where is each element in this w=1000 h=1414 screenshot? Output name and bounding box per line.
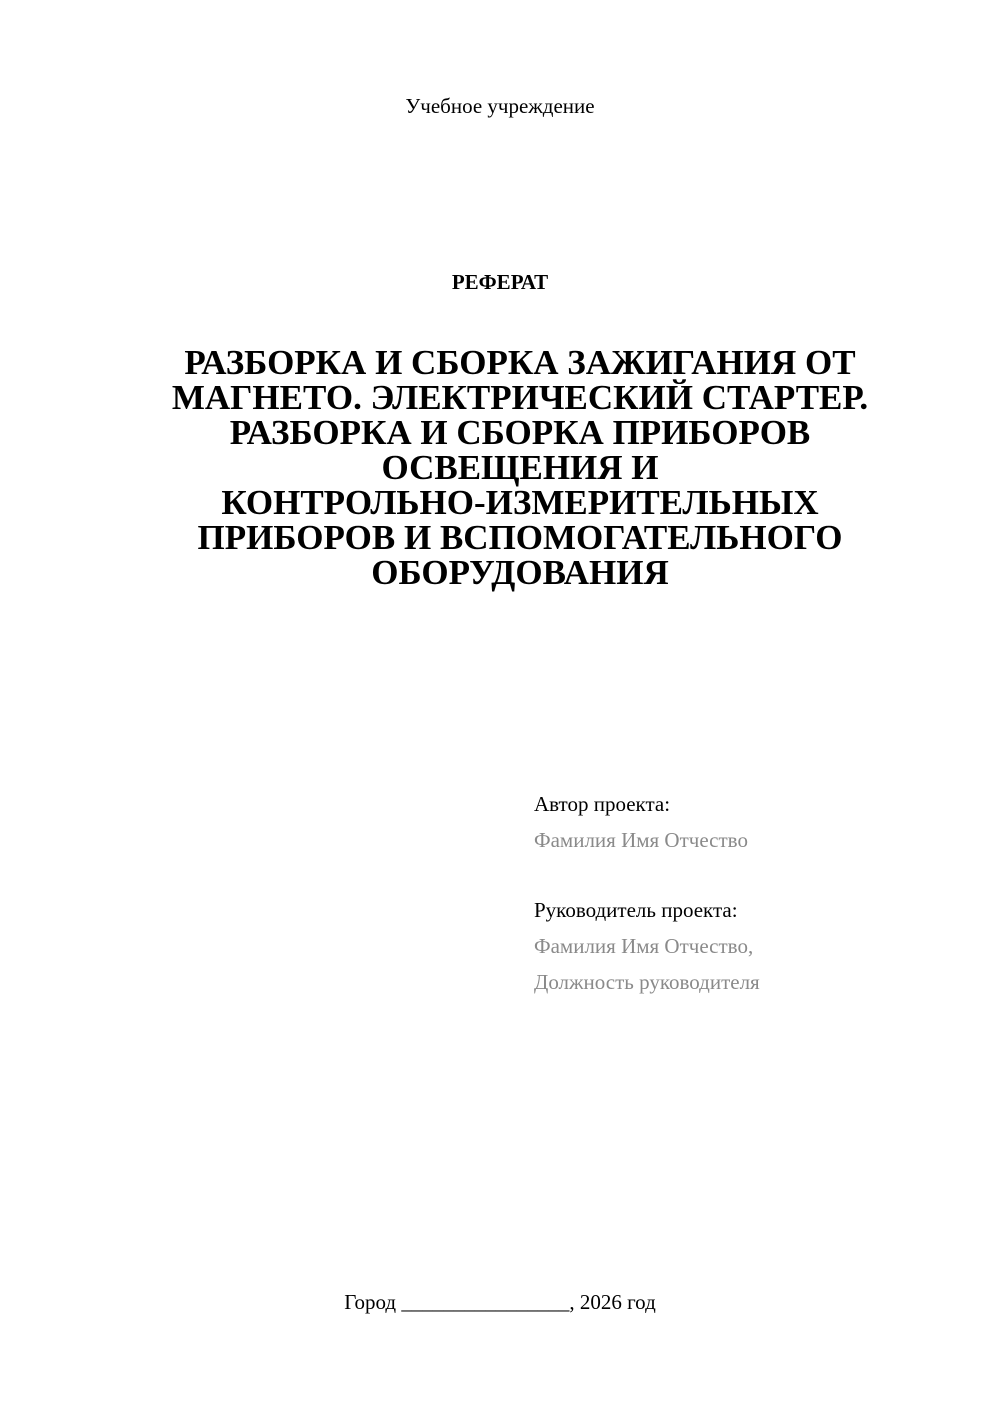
supervisor-label: Руководитель проекта:: [534, 898, 738, 922]
institution-name: Учебное учреждение: [405, 94, 595, 118]
city-blank: ________________: [401, 1290, 570, 1314]
title-line: РАЗБОРКА И СБОРКА ПРИБОРОВ: [229, 413, 811, 452]
footer-city-year: [0, 1288, 1000, 1316]
title-line: ПРИБОРОВ И ВСПОМОГАТЕЛЬНОГО: [197, 518, 843, 557]
supervisor-position: Должность руководителя: [534, 970, 760, 994]
title-line: РАЗБОРКА И СБОРКА ЗАЖИГАНИЯ ОТ: [184, 343, 856, 382]
title-line: МАГНЕТО. ЭЛЕКТРИЧЕСКИЙ СТАРТЕР.: [171, 378, 869, 417]
supervisor-block: [534, 892, 974, 1000]
supervisor-name: Фамилия Имя Отчество,: [534, 934, 754, 958]
title-line: КОНТРОЛЬНО-ИЗМЕРИТЕЛЬНЫХ: [221, 483, 819, 522]
title-line: ОБОРУДОВАНИЯ: [371, 553, 669, 592]
author-block: [534, 786, 974, 858]
document-title: [130, 345, 910, 590]
city-label: Город: [344, 1290, 397, 1314]
author-name: Фамилия Имя Отчество: [534, 828, 748, 852]
author-label: Автор проекта:: [534, 792, 671, 816]
document-type: РЕФЕРАТ: [451, 270, 549, 294]
year-text: , 2026 год: [569, 1290, 656, 1314]
title-line: ОСВЕЩЕНИЯ И: [381, 448, 659, 487]
